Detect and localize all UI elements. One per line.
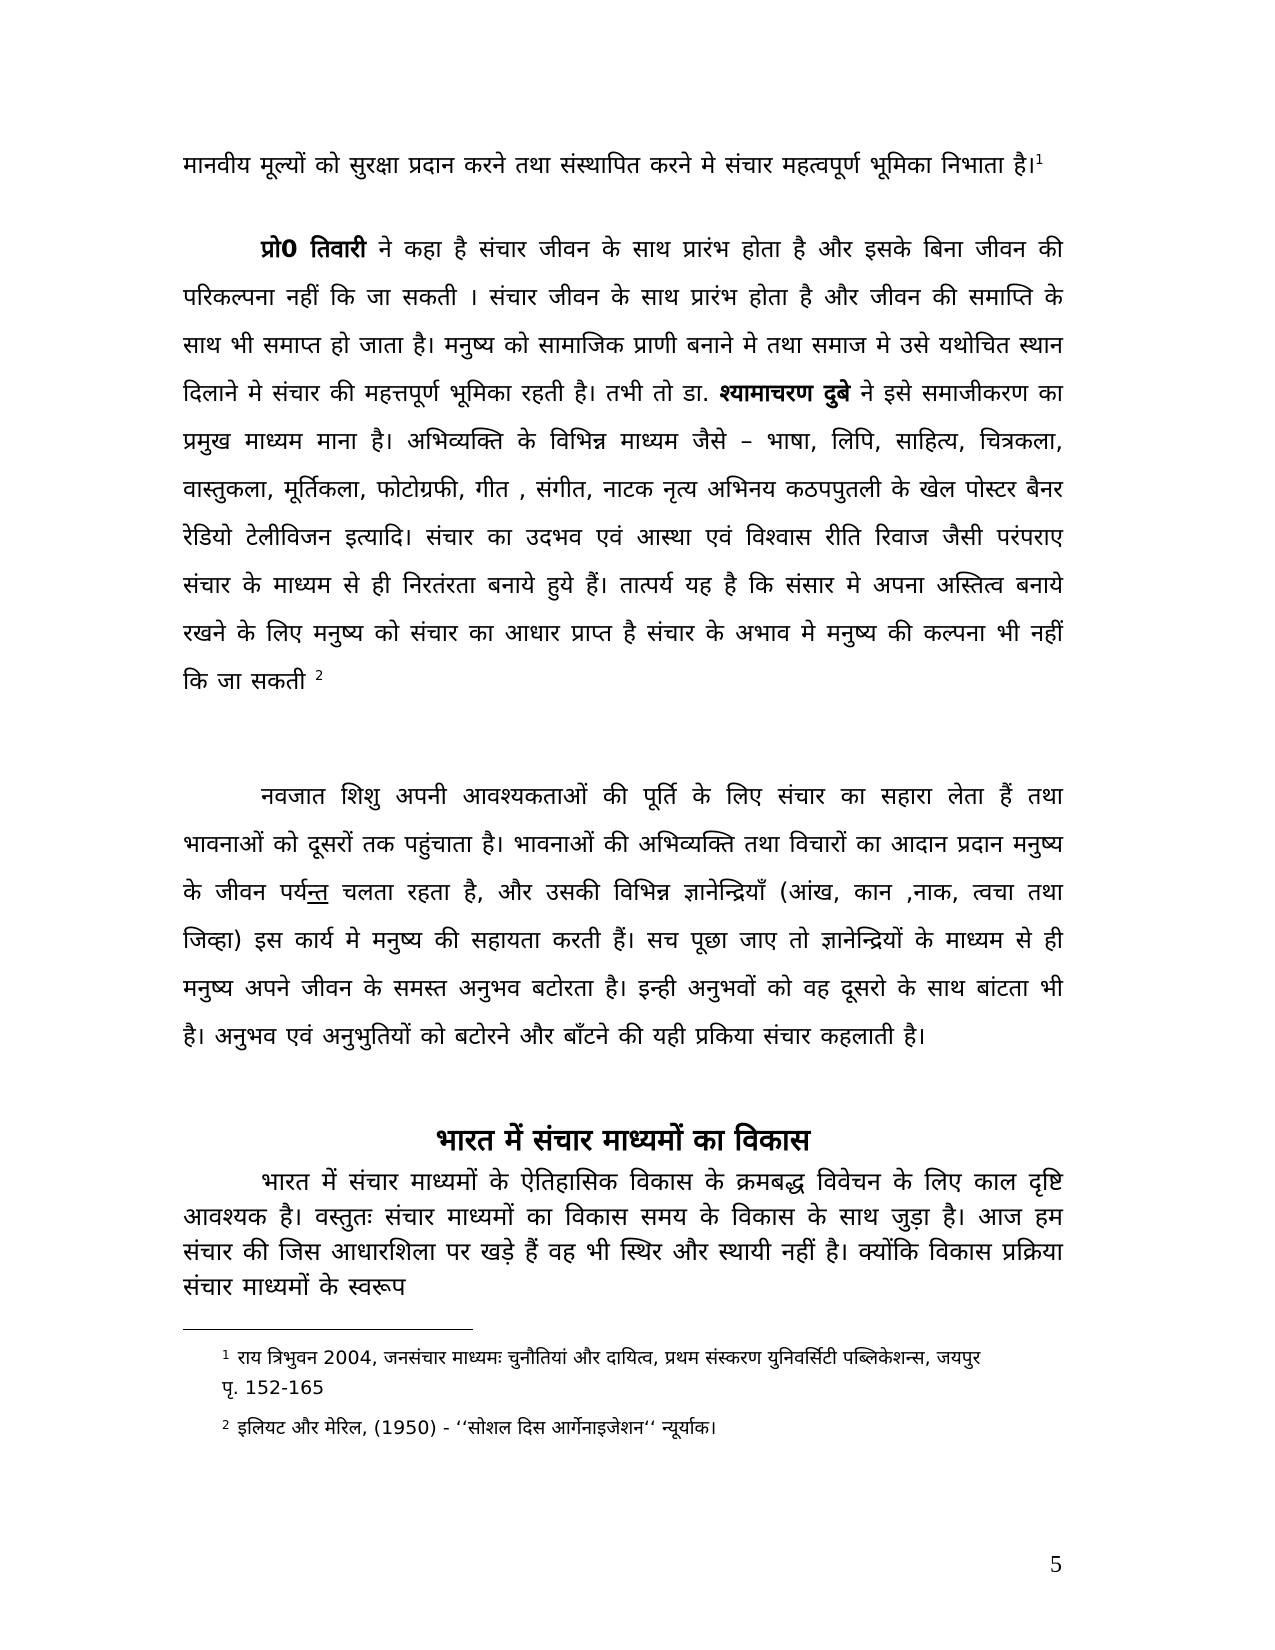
footnote-1-text: राय त्रिभुवन 2004, जनसंचार माध्यमः चुनौतियां और दायित्व, प्रथम संस्करण युनिवर्सिटी पब्लिकेशन्स, जयपुर पृ. 152-165 <box>222 1347 981 1399</box>
paragraph-4: भारत में संचार माध्यमों के ऐतिहासिक विकास के क्रमबद्ध विवेचन के लिए काल दृष्टि आवश्यक है। वस्तुतः संचार माध्यमों का विकास समय के विकास के साथ जुड़ा है। आज हम संचार की जिस आधारशिला पर खड़े हैं वह भी स्थिर और स्थायी नहीं है। क्योंकि विकास प्रक्रिया संचार माध्यमों के स्वरूप <box>183 1167 1063 1301</box>
paragraph-3-text-b: चलता रहता है, और उसकी विभिन्न ज्ञानेन्द्रियॉं (आंख, कान ,नाक, त्वचा तथा जिव्हा) इस कार्य मे मनुष्य की सहायता करती हैं। सच पूछा जाए तो ज्ञानेन्द्रियों के माध्यम से ही मनुष्य अपने जीवन के समस्त अनुभव बटोरता है। इन्ही अनुभवों को वह दूसरो के साथ बांटता भी है। अनुभव एवं अनुभुतियों को बटोरने और बॉंटने की यही प्रकिया संचार कहलाती है। <box>183 878 1063 1050</box>
footnote-2 <box>222 1413 1002 1443</box>
paragraph-2-text-b: ने इसे समाजीकरण का प्रमुख माध्यम माना है। अभिव्यक्ति के विभिन्न माध्यम जैसे – भाषा, लिपि, साहित्य, चित्रकला, वास्तुकला, मूर्तिकला, फोटोग्रफी, गीत , संगीत, नाटक नृत्य अभिनय कठपपुतली के खेल पोस्टर बैनर रेडियो टेलीविजन इत्यादि। संचार का उदभव एवं आस्था एवं विश्वास रीति रिवाज जैसी परंपराए संचार के माध्यम से ही निरतंरता बनाये हुये हैं। तात्पर्य यह है कि संसार मे अपना अस्तित्व बनाये रखने के लिए मनुष्य को संचार का आधार प्राप्त है संचार के अभाव मे मनुष्य की कल्पना भी नहीं कि जा सकती <box>183 379 1063 695</box>
paragraph-1 <box>183 141 1063 189</box>
paragraph-2 <box>183 225 1063 705</box>
author-name-dube: श्यामाचरण दुबे <box>719 379 851 407</box>
paragraph-3 <box>183 772 1063 1060</box>
footnote-2-text: इलियट और मेरिल, (1950) - ‘‘सोशल दिस आर्गेनाइजेशन‘‘ न्यूर्याक। <box>237 1417 717 1439</box>
section-heading: भारत में संचार माध्यमों का विकास <box>435 1123 811 1158</box>
author-name-tiwari: प्रो0 तिवारी <box>261 235 367 263</box>
footnote-ref-1[interactable]: 1 <box>1035 153 1044 168</box>
paragraph-2-text-a: ने कहा है संचार जीवन के साथ प्रारंभ होता है और इसके बिना जीवन की परिकल्पना नहीं कि जा सकती । संचार जीवन के साथ प्रारंभ होता है और जीवन की समाप्ति के साथ भी समाप्त हो जाता है। मनुष्य को सामाजिक प्राणी बनाने मे तथा समाज मे उसे यथोचित स्थान दिलाने मे संचार की महत्तपूर्ण भूमिका रहती है। तभी तो डा. <box>183 235 1063 407</box>
footnote-divider <box>183 1329 473 1330</box>
footnote-2-number: 2 <box>222 1418 230 1432</box>
paragraph-1-text: मानवीय मूल्यों को सुरक्षा प्रदान करने तथा संस्थापित करने मे संचार महत्वपूर्ण भूमिका निभाता है। <box>183 151 1036 179</box>
footnote-1 <box>222 1343 1002 1403</box>
paragraph-3-text-a: नवजात शिशु अपनी आवश्यकताओं की पूर्ति के लिए संचार का सहारा लेता हैं तथा भावनाओं को दूसरों तक पहुंचाता है। भावनाओं की अभिव्यक्ति तथा विचारों का आदान प्रदान मनुष्य के जीवन पर्य <box>183 782 1063 906</box>
footnote-1-number: 1 <box>222 1348 230 1362</box>
footnote-ref-2[interactable]: 2 <box>315 669 324 684</box>
page-number: 5 <box>1050 1552 1062 1578</box>
underlined-text: न्त <box>307 878 329 906</box>
